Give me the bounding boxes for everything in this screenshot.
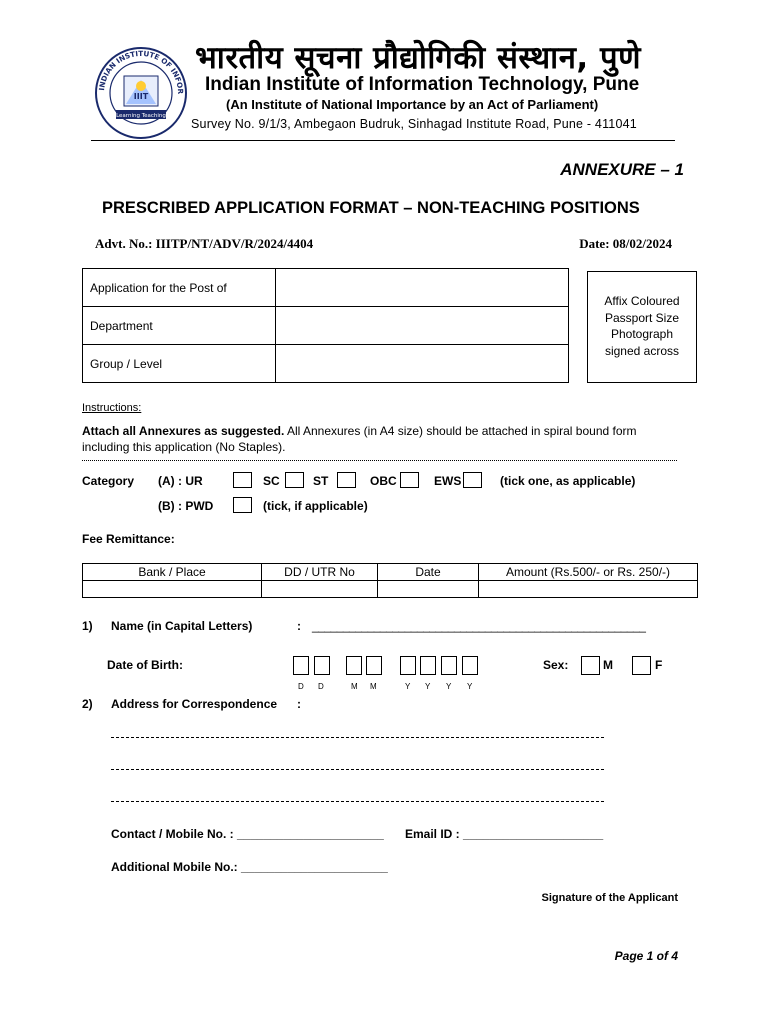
photo-box-line: Affix Coloured: [604, 294, 680, 308]
instructions-text: [82, 423, 682, 455]
post-label: Application for the Post of: [83, 269, 276, 307]
annexure-label: ANNEXURE – 1: [560, 160, 684, 179]
advertisement-date: Date: 08/02/2024: [579, 236, 672, 251]
fee-col-bank: Bank / Place: [83, 564, 262, 581]
dob-month-box[interactable]: [346, 656, 362, 675]
dob-day-box[interactable]: [293, 656, 309, 675]
advertisement-number: Advt. No.: IIITP/NT/ADV/R/2024/4404: [95, 236, 314, 251]
address-colon: :: [297, 697, 301, 711]
header-divider: [91, 140, 675, 141]
st-checkbox[interactable]: [337, 472, 356, 488]
svg-text:Learning Teaching: Learning Teaching: [116, 113, 166, 119]
dob-hint: M: [370, 682, 377, 691]
name-label: Name (in Capital Letters): [111, 619, 253, 633]
address-line-1[interactable]: [111, 737, 604, 738]
institute-address: Survey No. 9/1/3, Ambegaon Budruk, Sinhagad Institute Road, Pune - 411041: [191, 117, 637, 131]
table-row: [83, 269, 569, 307]
fee-dd-field[interactable]: [262, 581, 378, 598]
table-row: [83, 581, 698, 598]
institute-subtitle: (An Institute of National Importance by an Act of Parliament): [226, 97, 599, 112]
institute-name-english: Indian Institute of Information Technology, Pune: [205, 74, 640, 95]
dob-year-box[interactable]: [441, 656, 457, 675]
fee-col-amount: Amount (Rs.500/- or Rs. 250/-): [479, 564, 698, 581]
dob-hint: Y: [446, 682, 452, 691]
female-label: F: [655, 658, 663, 672]
email-field[interactable]: Email ID : _____________________: [405, 827, 604, 841]
category-b-label: (B) : PWD: [158, 499, 214, 513]
name-colon: :: [297, 619, 301, 633]
photo-box-line: signed across: [604, 343, 680, 358]
instructions-bold: Attach all Annexures as suggested.: [82, 424, 285, 438]
dob-month-box[interactable]: [366, 656, 382, 675]
contact-mobile-field[interactable]: Contact / Mobile No. : ______________________: [111, 827, 384, 841]
address-label: Address for Correspondence: [111, 697, 278, 711]
instructions-rest: All Annexures (in A4 size) should be attached in spiral bound form including this application (No Staples).: [82, 424, 637, 454]
category-a-note: (tick one, as applicable): [500, 474, 636, 488]
category-label: Category: [82, 474, 135, 488]
table-row: [83, 345, 569, 383]
name-number: 1): [82, 619, 93, 633]
fee-bank-field[interactable]: [83, 581, 262, 598]
table-row: [83, 307, 569, 345]
form-title: PRESCRIBED APPLICATION FORMAT – NON-TEACHING POSITIONS: [102, 199, 640, 217]
institute-logo: [94, 46, 188, 140]
instructions-heading: Instructions:: [82, 402, 142, 414]
dob-hint: M: [351, 682, 358, 691]
ews-label: EWS: [434, 474, 462, 488]
instructions-divider: [82, 460, 677, 461]
dob-year-box[interactable]: [400, 656, 416, 675]
address-line-2[interactable]: [111, 769, 604, 770]
address-number: 2): [82, 697, 93, 711]
sex-label: Sex:: [543, 658, 569, 672]
dob-hint: Y: [467, 682, 473, 691]
pwd-checkbox[interactable]: [233, 497, 252, 513]
dob-hint: Y: [425, 682, 431, 691]
group-level-field[interactable]: [276, 345, 569, 383]
department-label: Department: [83, 307, 276, 345]
institute-name-hindi: भारतीय सूचना प्रौद्योगिकी संस्थान, पुणे: [195, 40, 642, 76]
dob-year-box[interactable]: [462, 656, 478, 675]
male-label: M: [603, 658, 613, 672]
photo-box[interactable]: [587, 271, 697, 383]
obc-label: OBC: [370, 474, 397, 488]
svg-text:IIIT: IIIT: [133, 92, 149, 101]
department-field[interactable]: [276, 307, 569, 345]
photo-box-line: Photograph: [610, 327, 674, 341]
obc-checkbox[interactable]: [400, 472, 419, 488]
female-checkbox[interactable]: [632, 656, 651, 675]
dob-year-box[interactable]: [420, 656, 436, 675]
fee-table: [82, 563, 698, 598]
male-checkbox[interactable]: [581, 656, 600, 675]
fee-col-date: Date: [378, 564, 479, 581]
fee-col-dd: DD / UTR No: [262, 564, 378, 581]
page-number: Page 1 of 4: [614, 949, 678, 963]
sc-label: SC: [263, 474, 280, 488]
additional-mobile-field[interactable]: Additional Mobile No.: ______________________: [111, 860, 388, 874]
fee-date-field[interactable]: [378, 581, 479, 598]
dob-hint: D: [318, 682, 324, 691]
sc-checkbox[interactable]: [285, 472, 304, 488]
table-header-row: [83, 564, 698, 581]
dob-label: Date of Birth:: [107, 658, 183, 672]
category-b-note: (tick, if applicable): [263, 499, 368, 513]
signature-label: Signature of the Applicant: [541, 892, 678, 904]
svg-text:INDIAN INSTITUTE OF INFORMATIO: INDIAN INSTITUTE OF INFOR: [97, 48, 186, 95]
ur-checkbox[interactable]: [233, 472, 252, 488]
post-field[interactable]: [276, 269, 569, 307]
fee-heading: Fee Remittance:: [82, 532, 175, 546]
post-details-table: [82, 268, 569, 383]
category-a-label: (A) : UR: [158, 474, 203, 488]
dob-day-box[interactable]: [314, 656, 330, 675]
ews-checkbox[interactable]: [463, 472, 482, 488]
dob-hint: Y: [405, 682, 411, 691]
dob-hint: D: [298, 682, 304, 691]
fee-amount-field[interactable]: [479, 581, 698, 598]
group-level-label: Group / Level: [83, 345, 276, 383]
name-field[interactable]: ______________________________________________________: [312, 619, 646, 633]
address-line-3[interactable]: [111, 801, 604, 802]
st-label: ST: [313, 474, 329, 488]
photo-box-line: Passport Size: [604, 310, 680, 325]
